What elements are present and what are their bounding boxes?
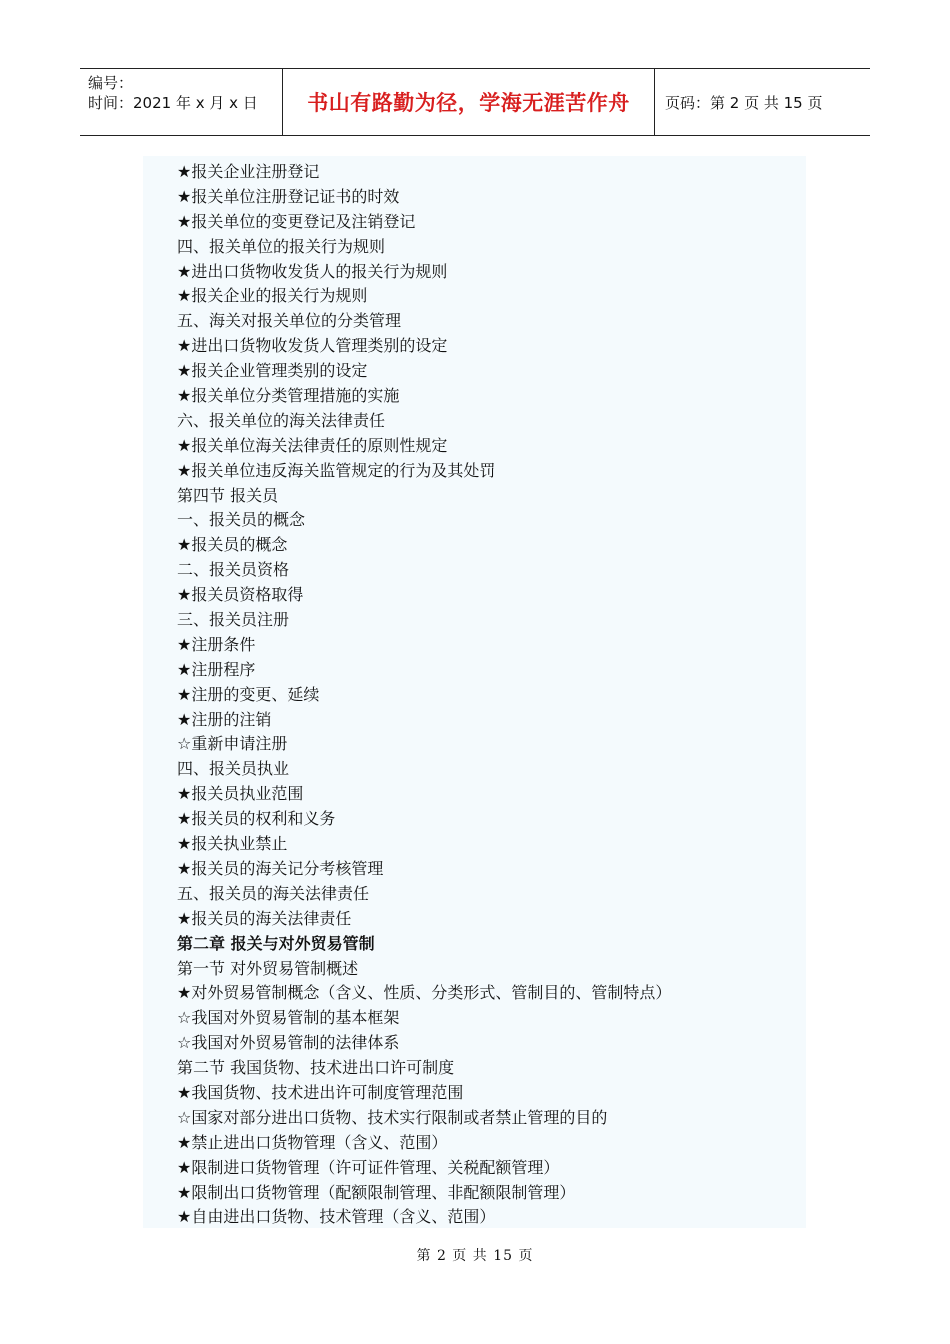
outline-item: ★报关员执业范围: [177, 784, 304, 804]
outline-item: 二、报关员资格: [177, 560, 290, 580]
outline-item: 一、报关员的概念: [177, 510, 306, 530]
header-page-info: 页码：第 2 页 共 15 页: [665, 93, 823, 112]
outline-item: ★注册的变更、延续: [177, 684, 320, 704]
document-number-label: 编号：: [88, 74, 134, 92]
outline-item: ★注册条件: [177, 634, 256, 654]
outline-item: 六、报关单位的海关法律责任: [177, 410, 386, 430]
page-footer: 第 2 页 共 15 页: [416, 1248, 534, 1264]
outline-item: ★报关单位的变更登记及注销登记: [177, 211, 416, 231]
header-motto: 书山有路勤为径，学海无涯苦作舟: [282, 69, 655, 135]
document-date-label: 时间：2021 年 x 月 x 日: [88, 94, 258, 112]
page-header: [80, 68, 870, 136]
outline-item: ★限制出口货物管理（配额限制管理、非配额限制管理）: [177, 1182, 576, 1202]
outline-item: 五、海关对报关单位的分类管理: [177, 311, 402, 331]
outline-item: ☆我国对外贸易管制的基本框架: [177, 1008, 400, 1028]
outline-item: ☆国家对部分进出口货物、技术实行限制或者禁止管理的目的: [177, 1107, 608, 1127]
outline-item: ☆重新申请注册: [177, 734, 288, 754]
outline-item: ★注册的注销: [177, 709, 272, 729]
outline-item: ★报关企业注册登记: [177, 162, 320, 181]
outline-item: ★报关单位注册登记证书的时效: [177, 186, 400, 206]
outline-item: ★进出口货物收发货人管理类别的设定: [177, 336, 448, 356]
outline-item: ★自由进出口货物、技术管理（含义、范围）: [177, 1207, 496, 1227]
outline-item: ★进出口货物收发货人的报关行为规则: [177, 261, 448, 281]
outline-item: ★报关企业的报关行为规则: [177, 286, 368, 306]
outline-item: 四、报关单位的报关行为规则: [177, 236, 386, 256]
outline-item: ★我国货物、技术进出许可制度管理范围: [177, 1082, 464, 1102]
outline-item: 第四节 报关员: [177, 485, 279, 505]
outline-item: ★限制进口货物管理（许可证件管理、关税配额管理）: [177, 1157, 560, 1177]
document-body: [143, 156, 806, 1228]
chapter-heading: 第二章 报关与对外贸易管制: [177, 933, 375, 953]
outline-item: ★报关企业管理类别的设定: [177, 361, 368, 381]
outline-item: ★禁止进出口货物管理（含义、范围）: [177, 1132, 448, 1152]
outline-item: 五、报关员的海关法律责任: [177, 883, 370, 903]
outline-item: ★注册程序: [177, 659, 256, 679]
outline-item: 第一节 对外贸易管制概述: [177, 958, 359, 978]
outline-item: 三、报关员注册: [177, 610, 290, 630]
outline-item: ★报关员的海关记分考核管理: [177, 858, 384, 878]
outline-item: 四、报关员执业: [177, 759, 290, 779]
outline-item: 第二节 我国货物、技术进出口许可制度: [177, 1058, 455, 1078]
outline-item: ★对外贸易管制概念（含义、性质、分类形式、管制目的、管制特点）: [177, 983, 672, 1003]
outline-item: ★报关员资格取得: [177, 585, 304, 605]
header-meta: [80, 69, 282, 135]
outline-item: ★报关单位分类管理措施的实施: [177, 386, 400, 406]
outline-item: ★报关员的概念: [177, 535, 288, 555]
outline-item: ☆我国对外贸易管制的法律体系: [177, 1033, 400, 1053]
outline-item: ★报关单位违反海关监管规定的行为及其处罚: [177, 460, 496, 480]
outline-item: ★报关单位海关法律责任的原则性规定: [177, 435, 448, 455]
outline-item: ★报关员的海关法律责任: [177, 908, 352, 928]
outline-item: ★报关员的权利和义务: [177, 809, 336, 829]
outline-item: ★报关执业禁止: [177, 834, 288, 854]
